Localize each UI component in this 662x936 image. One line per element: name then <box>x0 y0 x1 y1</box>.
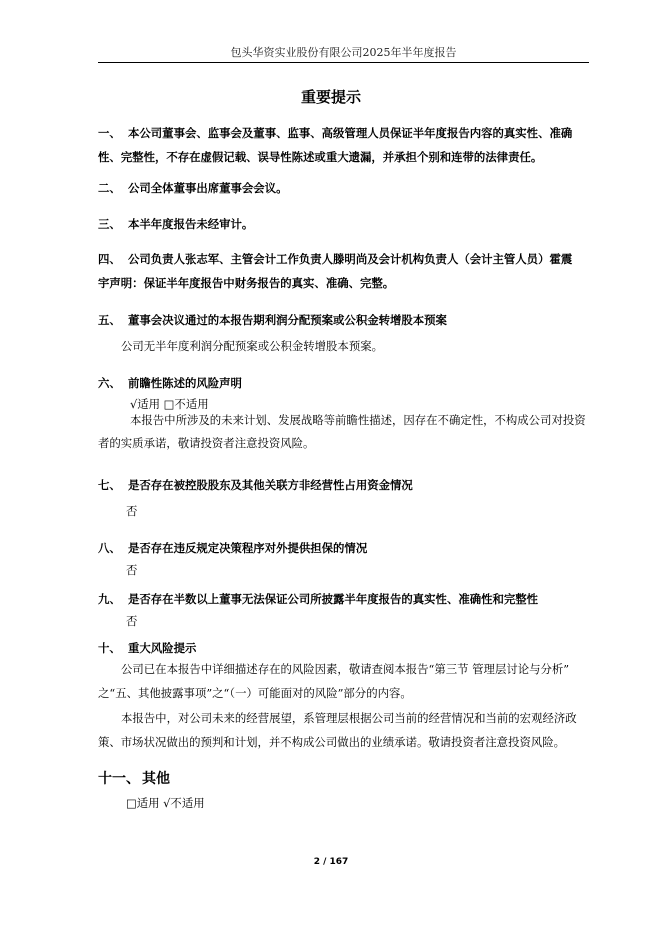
section-9-heading <box>98 591 590 607</box>
section-9-answer: 否 <box>126 614 138 628</box>
section-text: 公司负责人张志军、主管会计工作负责人滕明尚及会计机构负责人（会计主管人员）霍震 <box>128 252 573 266</box>
page-header: 包头华资实业股份有限公司2025年半年度报告 <box>230 46 457 59</box>
body-line: 本报告中所涉及的未来计划、发展战略等前瞻性描述，因存在不确定性，不构成公司对投资 <box>130 413 586 427</box>
section-7-heading <box>98 477 590 493</box>
section-number: 七、 <box>98 478 121 492</box>
section-5-heading <box>98 312 590 328</box>
section-number: 一、 <box>98 126 121 140</box>
section-number: 十一、 <box>98 771 140 787</box>
section-heading: 是否存在半数以上董事无法保证公司所披露半年度报告的真实性、准确性和完整性 <box>128 592 539 606</box>
section-11-options: □适用 √不适用 <box>126 796 205 810</box>
section-text-cont: 性、完整性，不存在虚假记载、误导性陈述或重大遗漏，并承担个别和连带的法律责任。 <box>98 150 543 164</box>
section-10-heading <box>98 640 590 656</box>
section-10-para-1 <box>98 657 590 705</box>
section-heading: 其他 <box>142 771 170 787</box>
section-1 <box>98 121 590 169</box>
section-3 <box>98 216 590 232</box>
section-heading: 董事会决议通过的本报告期利润分配预案或公积金转增股本预案 <box>128 313 447 327</box>
section-8-heading <box>98 540 590 556</box>
page-number: 2 / 167 <box>313 857 349 867</box>
body-line: 策、市场状况做出的预判和计划，并不构成公司做出的业绩承诺。敬请投资者注意投资风险。 <box>98 735 566 749</box>
section-number: 三、 <box>98 217 121 231</box>
section-2 <box>98 180 590 196</box>
section-text: 公司全体董事出席董事会会议。 <box>128 181 288 195</box>
section-number: 八、 <box>98 541 121 555</box>
section-5-body: 公司无半年度利润分配预案或公积金转增股本预案。 <box>121 339 383 353</box>
section-text: 本公司董事会、监事会及董事、监事、高级管理人员保证半年度报告内容的真实性、准确 <box>128 126 573 140</box>
section-number: 二、 <box>98 181 121 195</box>
section-number: 六、 <box>98 376 121 390</box>
section-7-answer: 否 <box>126 504 138 518</box>
section-number: 四、 <box>98 252 121 266</box>
section-10-para-2 <box>98 706 590 754</box>
section-number: 十、 <box>98 641 121 655</box>
section-heading: 前瞻性陈述的风险声明 <box>128 376 242 390</box>
section-11-heading <box>98 768 590 788</box>
header-rule <box>98 62 589 63</box>
body-line: 之“五、其他披露事项”之“（一）可能面对的风险”部分的内容。 <box>98 686 412 700</box>
section-text: 本半年度报告未经审计。 <box>128 217 254 231</box>
section-6-options: √适用 □不适用 <box>130 397 209 411</box>
section-4 <box>98 247 590 295</box>
page-title: 重要提示 <box>300 88 361 106</box>
body-line: 公司已在本报告中详细描述存在的风险因素，敬请查阅本报告“第三节 管理层讨论与分析” <box>121 662 570 676</box>
body-line: 者的实质承诺，敬请投资者注意投资风险。 <box>98 436 315 450</box>
section-6-body <box>98 409 590 455</box>
section-8-answer: 否 <box>126 563 138 577</box>
body-line: 本报告中，对公司未来的经营展望，系管理层根据公司当前的经营情况和当前的宏观经济政 <box>121 711 577 725</box>
section-number: 九、 <box>98 592 121 606</box>
section-heading: 重大风险提示 <box>128 641 197 655</box>
section-number: 五、 <box>98 313 121 327</box>
section-6-heading <box>98 375 590 391</box>
section-heading: 是否存在被控股股东及其他关联方非经营性占用资金情况 <box>128 478 413 492</box>
section-heading: 是否存在违反规定决策程序对外提供担保的情况 <box>128 541 368 555</box>
section-text-cont: 宇声明：保证半年度报告中财务报告的真实、准确、完整。 <box>98 276 395 290</box>
